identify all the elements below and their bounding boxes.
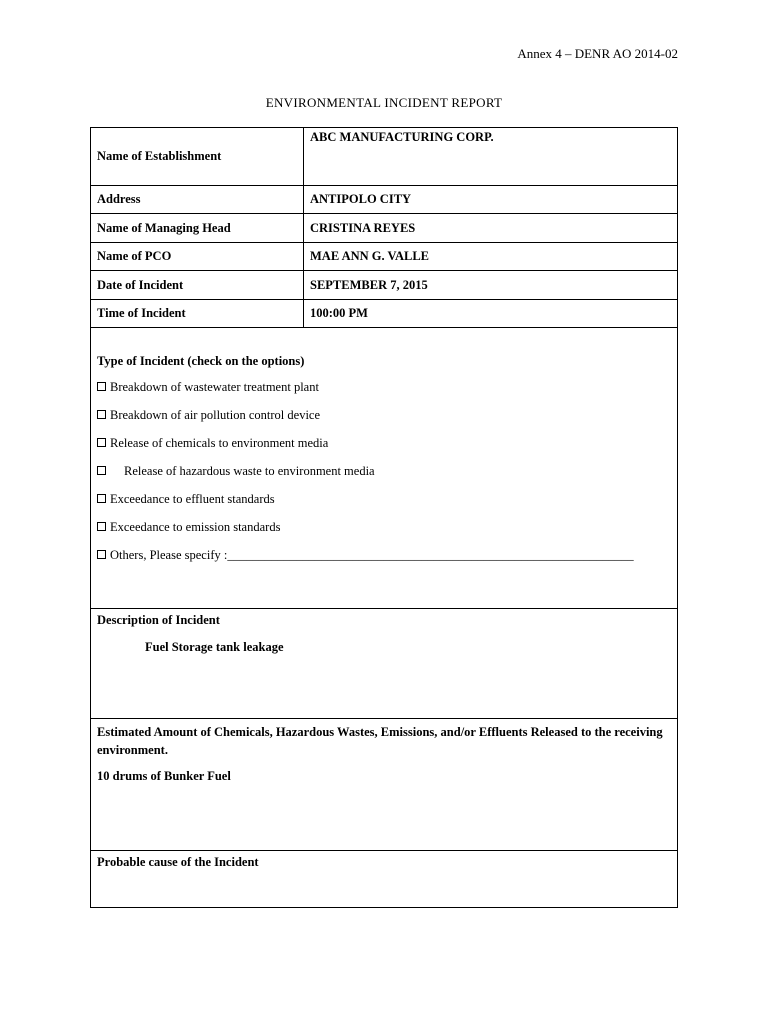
checkbox-icon[interactable] (97, 550, 106, 559)
option-others[interactable]: Others, Please specify :_________________________________________________________________ (97, 545, 671, 565)
checkbox-icon[interactable] (97, 382, 106, 391)
option-hazardous-waste[interactable]: Release of hazardous waste to environment media (97, 461, 671, 481)
incident-type-heading: Type of Incident (check on the options) (97, 354, 305, 368)
option-air-pollution[interactable]: Breakdown of air pollution control device (97, 405, 671, 425)
checkbox-icon[interactable] (97, 466, 106, 475)
field-value: ANTIPOLO CITY (304, 186, 678, 214)
field-row-date (91, 271, 678, 300)
checkbox-icon[interactable] (97, 410, 106, 419)
checkbox-icon[interactable] (97, 522, 106, 531)
field-label: Time of Incident (91, 300, 304, 328)
field-value: SEPTEMBER 7, 2015 (304, 271, 678, 300)
option-chemical-release[interactable]: Release of chemicals to environment media (97, 433, 671, 453)
description-heading: Description of Incident (97, 613, 220, 627)
field-value: CRISTINA REYES (304, 214, 678, 243)
field-row-managing-head (91, 214, 678, 243)
checkbox-icon[interactable] (97, 494, 106, 503)
estimated-amount-text: 10 drums of Bunker Fuel (97, 769, 231, 783)
option-effluent[interactable]: Exceedance to effluent standards (97, 489, 671, 509)
estimated-amount-section (91, 719, 678, 851)
description-text: Fuel Storage tank leakage (145, 640, 284, 654)
field-value: 100:00 PM (304, 300, 678, 328)
description-section (91, 609, 678, 719)
field-label: Name of Managing Head (91, 214, 304, 243)
field-row-time (91, 300, 678, 328)
report-title: ENVIRONMENTAL INCIDENT REPORT (265, 95, 503, 110)
checkbox-icon[interactable] (97, 438, 106, 447)
field-label: Date of Incident (91, 271, 304, 300)
option-emission[interactable]: Exceedance to emission standards (97, 517, 671, 537)
field-row-establishment (91, 128, 678, 186)
field-row-address (91, 186, 678, 214)
annex-reference: Annex 4 – DENR AO 2014-02 (517, 46, 678, 61)
incident-report-form (90, 127, 678, 908)
field-label: Address (91, 186, 304, 214)
estimated-amount-heading: Estimated Amount of Chemicals, Hazardous Wastes, Emissions, and/or Effluents Released to the receiving environment. (97, 725, 663, 757)
field-value: ABC MANUFACTURING CORP. (304, 128, 678, 186)
field-value: MAE ANN G. VALLE (304, 243, 678, 271)
option-wastewater[interactable]: Breakdown of wastewater treatment plant (97, 377, 671, 397)
incident-type-section (91, 328, 678, 609)
probable-cause-heading: Probable cause of the Incident (97, 855, 259, 869)
field-row-pco (91, 243, 678, 271)
probable-cause-section (91, 851, 678, 908)
field-label: Name of Establishment (91, 128, 304, 186)
field-label: Name of PCO (91, 243, 304, 271)
